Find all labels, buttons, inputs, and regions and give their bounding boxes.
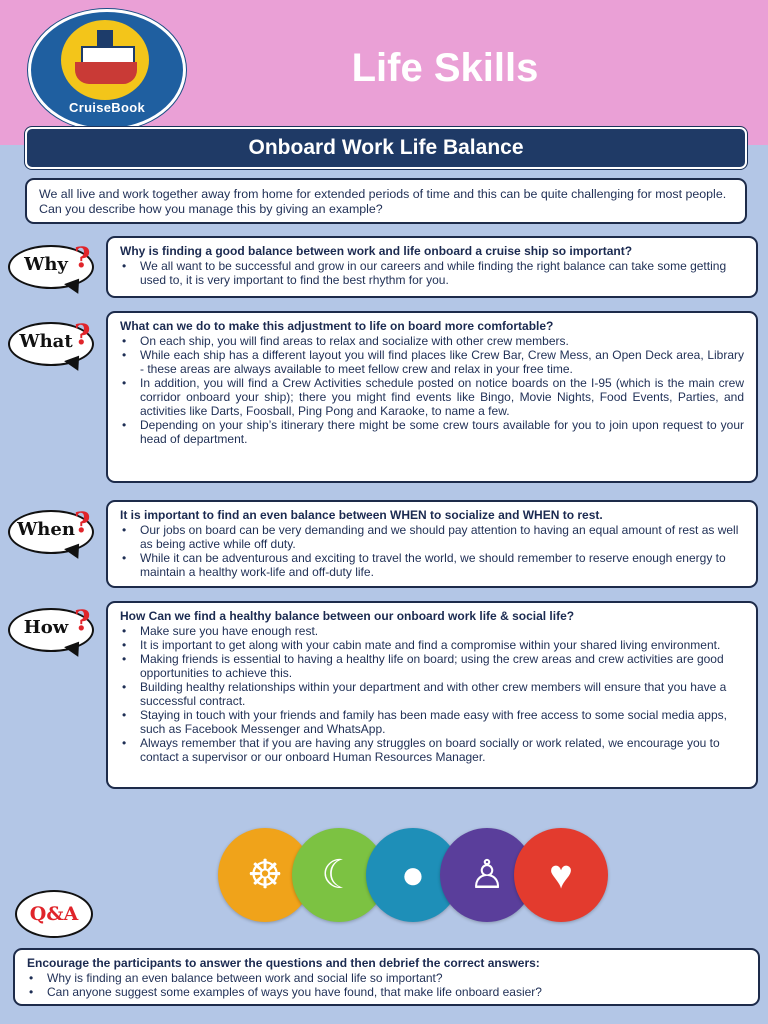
- list-item: • On each ship, you will find areas to relax and socialize with other crew members.: [120, 334, 744, 348]
- heart-icon: [514, 828, 608, 922]
- why-label: Why: [24, 254, 68, 275]
- what-bubble: [8, 318, 98, 372]
- why-bubble: [8, 241, 98, 295]
- fitness-person-icon-glyph: ♙: [469, 853, 505, 897]
- question-mark-icon: ?: [74, 318, 91, 351]
- what-label: What: [19, 331, 73, 352]
- why-question: Why is finding a good balance between work and life onboard a cruise ship so important?: [120, 244, 633, 258]
- what-box: [106, 311, 758, 483]
- qa-questions: [27, 971, 746, 999]
- question-mark-icon: ?: [74, 241, 91, 274]
- when-label: When: [17, 519, 75, 540]
- when-question: It is important to find an even balance between WHEN to socialize and WHEN to rest.: [120, 508, 603, 522]
- how-bubble: [8, 604, 98, 658]
- ship-hull-icon: [75, 62, 137, 84]
- list-item: • While each ship has a different layout you will find places like Crew Bar, Crew Mess, an Open Deck area, Library - these areas are always available to meet fellow crew and relax in your free time.: [120, 348, 744, 376]
- question-mark-icon: ?: [74, 506, 91, 539]
- how-points: [120, 624, 744, 764]
- question-mark-icon: ?: [74, 604, 91, 637]
- list-item: • Staying in touch with your friends and family has been made easy with free access to some social media apps, such as Facebook Messenger and WhatsApp.: [120, 708, 744, 736]
- list-item: • Always remember that if you are having any struggles on board socially or work related, we encourage you to contact a supervisor or our onboard Human Resources Manager.: [120, 736, 744, 764]
- meditation-icon-glyph: ☸: [247, 853, 283, 897]
- sleep-icon-glyph: ☾: [321, 853, 357, 897]
- when-box: [106, 500, 758, 588]
- list-item: • Make sure you have enough rest.: [120, 624, 744, 638]
- list-item: • Making friends is essential to having a healthy life on board; using the crew areas and crew activities are good opportunities to achieve this.: [120, 652, 744, 680]
- what-question: What can we do to make this adjustment to life on board more comfortable?: [120, 319, 554, 333]
- list-item: • Our jobs on board can be very demanding and we should pay attention to having an equal amount of rest as well as being active while off duty.: [120, 523, 744, 551]
- how-question: How Can we find a healthy balance between our onboard work life & social life?: [120, 609, 575, 623]
- list-item: • We all want to be successful and grow in our careers and while finding the right balance can take some getting used to, it is very important to find the best rhythm for you.: [120, 259, 744, 287]
- logo-text: CruiseBook: [69, 100, 145, 115]
- why-points: [120, 259, 744, 287]
- cruisebook-logo: [28, 9, 186, 131]
- intro-text: We all live and work together away from home for extended periods of time and this can be quite challenging for most people. Can you describe how you manage this by giving an example?: [39, 187, 727, 216]
- qa-box: [13, 948, 760, 1006]
- when-bubble: [8, 506, 98, 560]
- list-item: • Can anyone suggest some examples of ways you have found, that make life onboard easier?: [27, 985, 746, 999]
- wellness-icon-row: [218, 828, 610, 922]
- what-points: [120, 334, 744, 446]
- list-item: • Depending on your ship’s itinerary there might be some crew tours available for you to join upon request to your head of department.: [120, 418, 744, 446]
- qa-instruction: Encourage the participants to answer the questions and then debrief the correct answers:: [27, 956, 540, 970]
- heart-icon-glyph: ♥: [549, 852, 573, 897]
- qa-bubble: Q&A: [15, 890, 93, 938]
- when-points: [120, 523, 744, 579]
- page-title: Life Skills: [351, 46, 539, 90]
- how-label: How: [23, 617, 69, 638]
- how-box: [106, 601, 758, 789]
- list-item: • Why is finding an even balance between work and social life so important?: [27, 971, 746, 985]
- apple-icon-glyph: ●: [400, 852, 426, 897]
- intro-box: [25, 178, 747, 224]
- list-item: • It is important to get along with your cabin mate and find a compromise within your shared living environment.: [120, 638, 744, 652]
- list-item: • In addition, you will find a Crew Activities schedule posted on notice boards on the I-95 (which is the main crew corridor onboard your ship); there you might find events like Bingo, Movie Nights, Food Events, Parties, and activities like Darts, Foosball, Ping Pong and Karaoke, to name a few.: [120, 376, 744, 418]
- list-item: • Building healthy relationships within your department and with other crew members will ensure that you have a successful contract.: [120, 680, 744, 708]
- list-item: • While it can be adventurous and exciting to travel the world, we should remember to reserve enough energy to maintain a healthy work-life and off-duty life.: [120, 551, 744, 579]
- why-box: [106, 236, 758, 298]
- page-subtitle: Onboard Work Life Balance: [25, 127, 747, 169]
